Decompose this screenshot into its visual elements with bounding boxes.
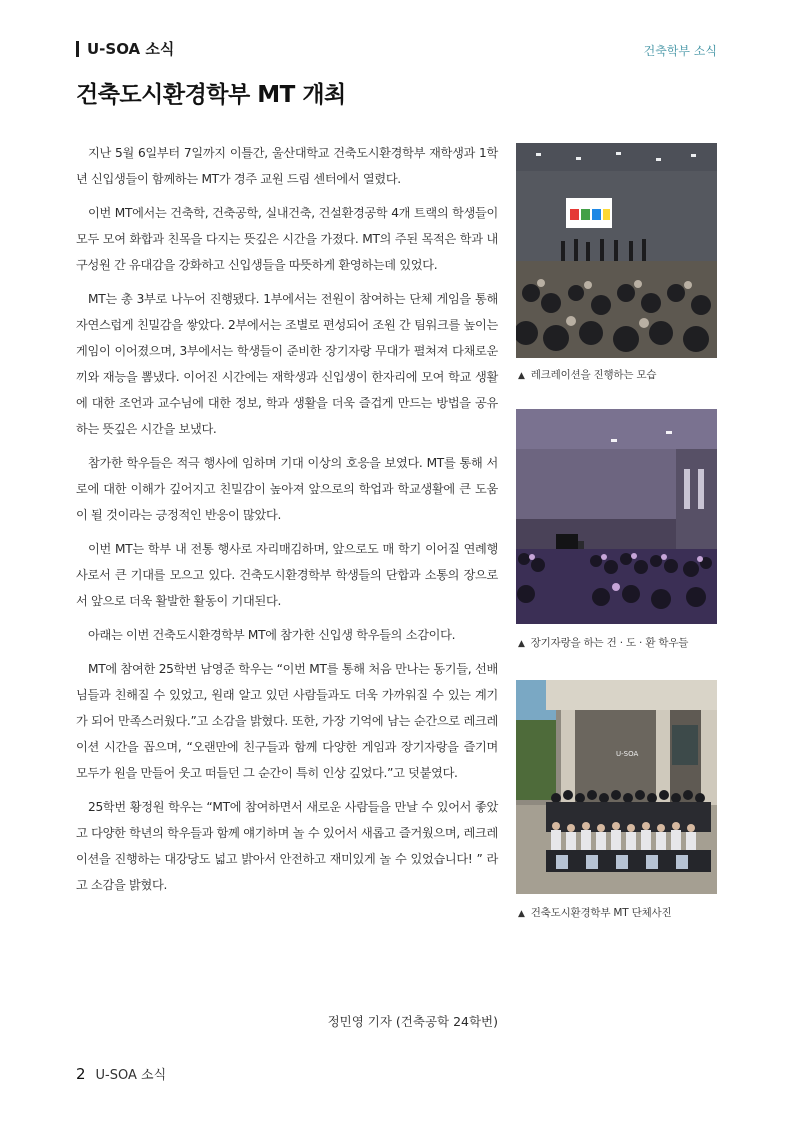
photo-recreation (516, 143, 717, 358)
article-body (76, 140, 498, 906)
triangle-icon: ▲ (518, 909, 525, 919)
page-number: 2 (76, 1065, 86, 1083)
article-title: 건축도시환경학부 MT 개최 (76, 82, 346, 108)
paragraph: 이번 MT는 학부 내 전통 행사로 자리매김하며, 앞으로도 매 학기 이어질 연례행사로서 큰 기대를 모으고 있다. 건축도시환경학부 학생들의 단합과 소통의 장으로서 앞으로 더욱 활발한 활동이 기대된다. (76, 542, 498, 608)
byline: 정민영 기자 (건축공학 24학번) (327, 1014, 498, 1029)
photo-caption-text: 건축도시환경학부 MT 단체사진 (530, 907, 672, 919)
header-category: 건축학부 소식 (643, 44, 717, 58)
paragraph: MT에 참여한 25학번 남영준 학우는 “이번 MT를 통해 처음 만나는 동기들, 선배님들과 친해질 수 있었고, 원래 알고 있던 사람들과도 더욱 가까워질 수 있는 계기가 되어 만족스러웠다.”고 소감을 밝혔다. 또한, 가장 기억에 남는 순간으로 레크레이션 시간을 꼽으며, “오랜만에 친구들과 함께 다양한 게임과 장기자랑을 즐기며 모두가 원을 만들어 웃고 떠들던 그 순간이 특히 인상 깊었다.”고 덧붙였다. (76, 662, 498, 780)
paragraph: 아래는 이번 건축도시환경학부 MT에 참가한 신입생 학우들의 소감이다. (88, 628, 456, 642)
triangle-icon: ▲ (518, 639, 525, 649)
photo-talent-show (516, 409, 717, 624)
photo-group (516, 680, 717, 894)
photo-caption (518, 367, 656, 382)
paragraph: 이번 MT에서는 건축학, 건축공학, 실내건축, 건설환경공학 4개 트랙의 학생들이 모두 모여 화합과 친목을 다지는 뜻깊은 시간을 가졌다. MT의 주된 목적은 학과 내 구성원 간 유대감을 강화하고 신입생들을 따뜻하게 환영하는데 있었다. (76, 206, 498, 272)
photo-caption (518, 905, 671, 920)
paragraph: 25학번 황정원 학우는 “MT에 참여하면서 새로운 사람들을 만날 수 있어서 좋았고 다양한 학년의 학우들과 함께 얘기하며 놀 수 있어서 새롭고 즐거웠으며, 레크레이션을 진행하는 대강당도 넓고 밝아서 안전하고 재미있게 놀 수 있었습니다! ” 라고 소감을 밝혔다. (76, 800, 498, 892)
photo-caption-text: 장기자랑을 하는 건 · 도 · 환 학우들 (530, 637, 689, 649)
triangle-icon: ▲ (518, 371, 525, 381)
photo-caption (518, 635, 688, 650)
section-label-text: U-SOA 소식 (87, 40, 175, 58)
section-marker (76, 41, 79, 57)
page-footer (76, 1064, 166, 1083)
section-label (76, 38, 174, 59)
footer-section: U-SOA 소식 (95, 1068, 167, 1083)
paragraph: MT는 총 3부로 나누어 진행됐다. 1부에서는 전원이 참여하는 단체 게임을 통해 자연스럽게 친밀감을 쌓았다. 2부에서는 조별로 편성되어 조원 간 팀워크를 높이는 게임이 이어졌으며, 3부에서는 학생들이 준비한 장기자랑 무대가 펼쳐져 다채로운 끼와 재능을 뽐냈다. 이어진 시간에는 재학생과 신입생이 한자리에 모여 학교 생활에 대한 조언과 교수님에 대한 정보, 학과 생활을 더욱 즐겁게 만드는 방법을 공유하는 뜻깊은 시간을 보냈다. (76, 292, 498, 436)
paragraph: 지난 5월 6일부터 7일까지 이틀간, 울산대학교 건축도시환경학부 재학생과 1학년 신입생들이 함께하는 MT가 경주 교원 드림 센터에서 열렸다. (76, 146, 498, 186)
paragraph: 참가한 학우들은 적극 행사에 임하며 기대 이상의 호응을 보였다. MT를 통해 서로에 대한 이해가 깊어지고 친밀감이 높아져 앞으로의 학업과 학교생활에 큰 도움이 될 것이라는 긍정적인 반응이 많았다. (76, 456, 498, 522)
photo-caption-text: 레크레이션을 진행하는 모습 (530, 369, 657, 381)
building-sign: U-SOA (616, 750, 639, 758)
